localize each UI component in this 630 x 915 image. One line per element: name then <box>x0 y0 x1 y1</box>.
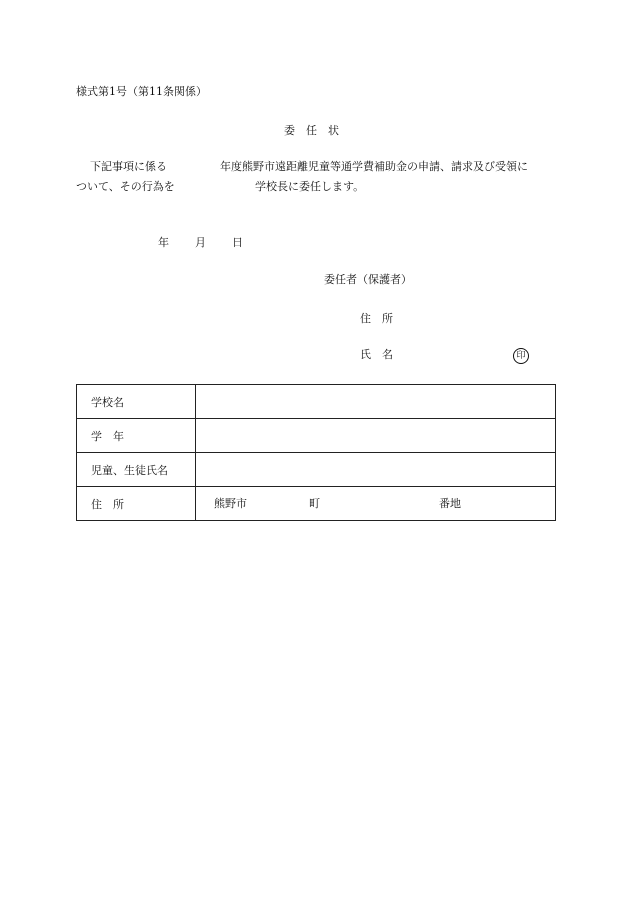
delegator-name-label: 氏 名 <box>360 348 393 361</box>
student-info-table <box>76 384 556 521</box>
table-row <box>77 453 556 487</box>
table-row <box>77 385 556 419</box>
student-name-label: 児童、生徒氏名 <box>77 453 196 487</box>
document-title: 委 任 状 <box>284 124 339 137</box>
body-line2-start: ついて、その行為を <box>76 180 175 193</box>
school-name-label: 学校名 <box>77 385 196 419</box>
address-city: 熊野市 <box>214 497 247 510</box>
address-town: 町 <box>309 497 320 510</box>
address-label: 住 所 <box>77 487 196 521</box>
date-day: 日 <box>232 236 243 249</box>
body-line2-rest: 学校長に委任します。 <box>255 180 365 193</box>
school-name-field[interactable] <box>196 385 556 419</box>
body-line1-start: 下記事項に係る <box>90 160 167 173</box>
date-month: 月 <box>195 236 206 249</box>
date-year: 年 <box>158 236 169 249</box>
address-field[interactable] <box>196 487 556 521</box>
grade-label: 学 年 <box>77 419 196 453</box>
grade-field[interactable] <box>196 419 556 453</box>
form-number: 様式第1号（第11条関係） <box>76 85 207 98</box>
address-lot: 番地 <box>439 497 461 510</box>
delegator-heading: 委任者（保護者） <box>324 273 412 286</box>
body-line1-rest: 年度熊野市遠距離児童等通学費補助金の申請、請求及び受領に <box>220 160 528 173</box>
delegator-address-label: 住 所 <box>360 312 393 325</box>
student-name-field[interactable] <box>196 453 556 487</box>
table-row <box>77 487 556 521</box>
table-row <box>77 419 556 453</box>
seal-mark: 印 <box>513 348 529 364</box>
